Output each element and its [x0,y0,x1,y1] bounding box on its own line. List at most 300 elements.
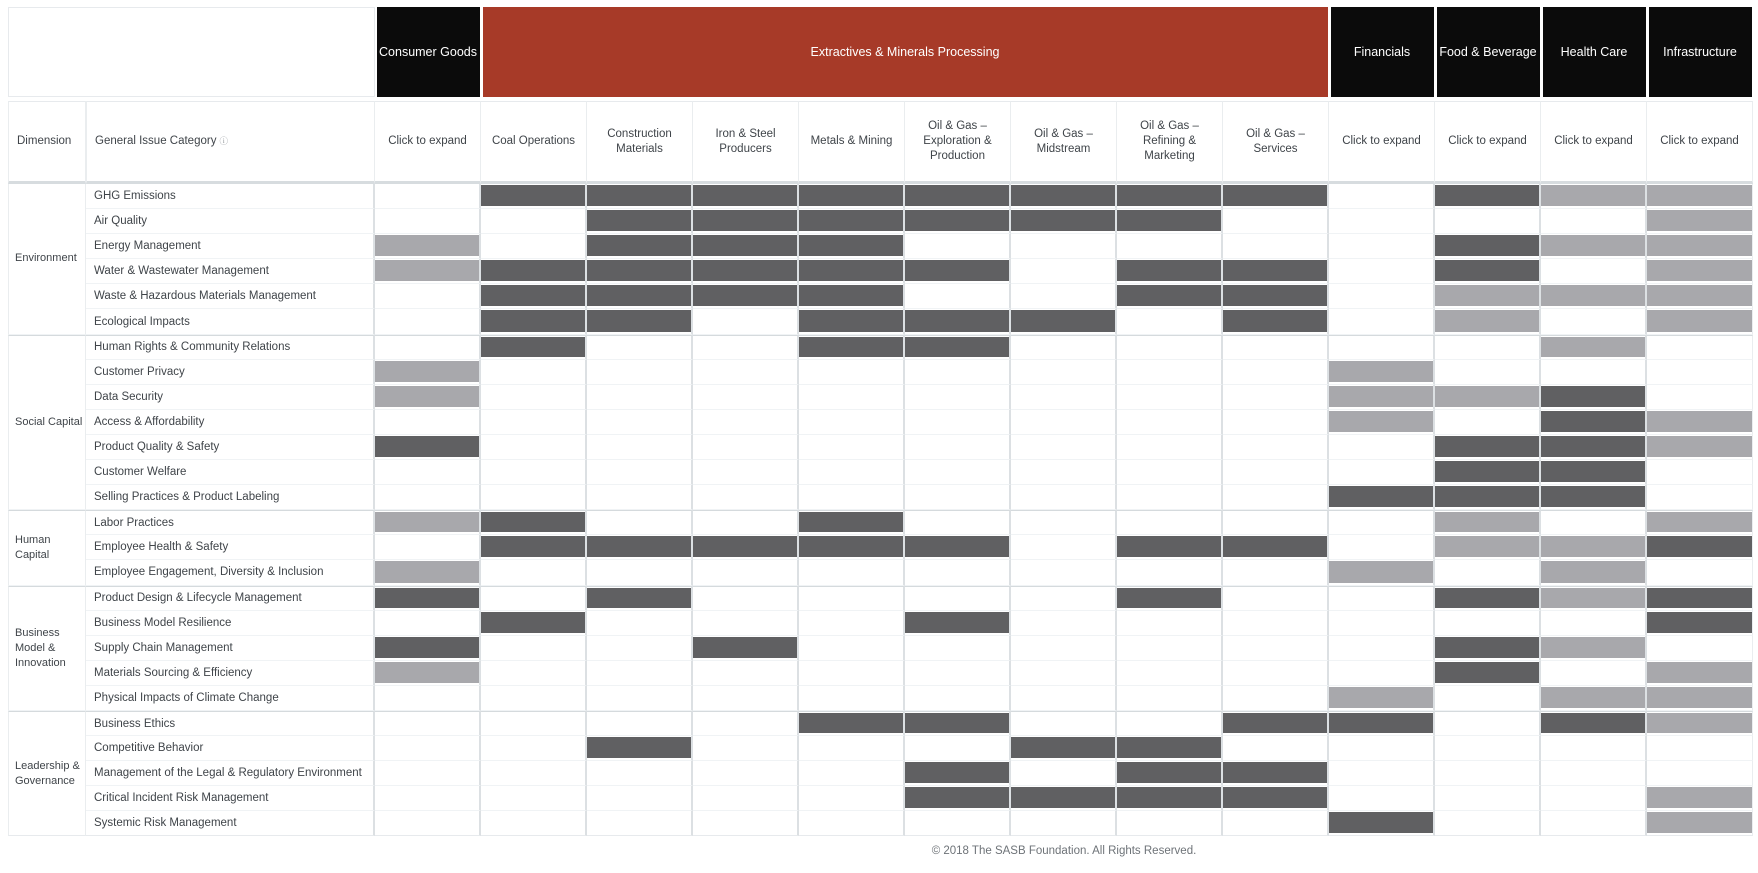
materiality-cell-waste-hazardous-materials-management-health-care[interactable] [1541,284,1647,309]
materiality-cell-product-quality-safety-infrastructure[interactable] [1647,435,1753,460]
materiality-cell-ghg-emissions-oil-gas-refining-marketing[interactable] [1117,184,1223,209]
materiality-cell-employee-health-safety-oil-gas-exploration-production[interactable] [905,535,1011,560]
materiality-cell-employee-engagement-diversity-inclusion-oil-gas-midstream[interactable] [1011,560,1117,585]
materiality-cell-systemic-risk-management-consumer-goods[interactable] [375,811,481,836]
materiality-cell-ecological-impacts-metals-mining[interactable] [799,309,905,334]
materiality-cell-air-quality-metals-mining[interactable] [799,209,905,234]
materiality-cell-air-quality-health-care[interactable] [1541,209,1647,234]
materiality-cell-labor-practices-health-care[interactable] [1541,510,1647,535]
materiality-cell-water-wastewater-management-oil-gas-exploration-production[interactable] [905,259,1011,284]
materiality-cell-water-wastewater-management-infrastructure[interactable] [1647,259,1753,284]
materiality-cell-critical-incident-risk-management-coal-operations[interactable] [481,786,587,811]
materiality-cell-ecological-impacts-iron-steel-producers[interactable] [693,309,799,334]
materiality-cell-materials-sourcing-efficiency-oil-gas-midstream[interactable] [1011,661,1117,686]
materiality-cell-systemic-risk-management-health-care[interactable] [1541,811,1647,836]
materiality-cell-critical-incident-risk-management-metals-mining[interactable] [799,786,905,811]
materiality-cell-waste-hazardous-materials-management-construction-materials[interactable] [587,284,693,309]
materiality-cell-business-ethics-oil-gas-exploration-production[interactable] [905,711,1011,736]
materiality-cell-data-security-oil-gas-midstream[interactable] [1011,385,1117,410]
materiality-cell-ecological-impacts-construction-materials[interactable] [587,309,693,334]
materiality-cell-physical-impacts-of-climate-change-oil-gas-refining-marketing[interactable] [1117,686,1223,711]
materiality-cell-data-security-iron-steel-producers[interactable] [693,385,799,410]
materiality-cell-product-design-lifecycle-management-oil-gas-midstream[interactable] [1011,586,1117,611]
materiality-cell-energy-management-oil-gas-services[interactable] [1223,234,1329,259]
materiality-cell-business-ethics-coal-operations[interactable] [481,711,587,736]
materiality-cell-data-security-coal-operations[interactable] [481,385,587,410]
materiality-cell-customer-welfare-infrastructure[interactable] [1647,460,1753,485]
materiality-cell-business-ethics-iron-steel-producers[interactable] [693,711,799,736]
materiality-cell-energy-management-health-care[interactable] [1541,234,1647,259]
sector-header-health-care[interactable]: Health Care [1543,7,1646,97]
materiality-cell-customer-privacy-consumer-goods[interactable] [375,360,481,385]
materiality-cell-materials-sourcing-efficiency-health-care[interactable] [1541,661,1647,686]
materiality-cell-customer-privacy-metals-mining[interactable] [799,360,905,385]
materiality-cell-data-security-metals-mining[interactable] [799,385,905,410]
materiality-cell-ghg-emissions-oil-gas-midstream[interactable] [1011,184,1117,209]
materiality-cell-data-security-health-care[interactable] [1541,385,1647,410]
materiality-cell-business-ethics-financials[interactable] [1329,711,1435,736]
materiality-cell-data-security-consumer-goods[interactable] [375,385,481,410]
materiality-cell-materials-sourcing-efficiency-financials[interactable] [1329,661,1435,686]
expand-column-header-food-beverage[interactable]: Click to expand [1435,101,1541,184]
materiality-cell-ecological-impacts-coal-operations[interactable] [481,309,587,334]
materiality-cell-competitive-behavior-iron-steel-producers[interactable] [693,736,799,761]
materiality-cell-waste-hazardous-materials-management-infrastructure[interactable] [1647,284,1753,309]
materiality-cell-ghg-emissions-infrastructure[interactable] [1647,184,1753,209]
materiality-cell-employee-health-safety-consumer-goods[interactable] [375,535,481,560]
materiality-cell-ghg-emissions-metals-mining[interactable] [799,184,905,209]
materiality-cell-ecological-impacts-oil-gas-services[interactable] [1223,309,1329,334]
materiality-cell-employee-engagement-diversity-inclusion-metals-mining[interactable] [799,560,905,585]
materiality-cell-materials-sourcing-efficiency-oil-gas-services[interactable] [1223,661,1329,686]
materiality-cell-business-model-resilience-iron-steel-producers[interactable] [693,611,799,636]
materiality-cell-employee-engagement-diversity-inclusion-oil-gas-exploration-production[interactable] [905,560,1011,585]
materiality-cell-ghg-emissions-consumer-goods[interactable] [375,184,481,209]
materiality-cell-labor-practices-iron-steel-producers[interactable] [693,510,799,535]
materiality-cell-materials-sourcing-efficiency-oil-gas-exploration-production[interactable] [905,661,1011,686]
materiality-cell-customer-welfare-oil-gas-exploration-production[interactable] [905,460,1011,485]
materiality-cell-waste-hazardous-materials-management-oil-gas-services[interactable] [1223,284,1329,309]
materiality-cell-business-model-resilience-infrastructure[interactable] [1647,611,1753,636]
sector-header-extractives-minerals-processing[interactable]: Extractives & Minerals Processing [483,7,1328,97]
materiality-cell-supply-chain-management-financials[interactable] [1329,636,1435,661]
materiality-cell-systemic-risk-management-infrastructure[interactable] [1647,811,1753,836]
materiality-cell-labor-practices-oil-gas-refining-marketing[interactable] [1117,510,1223,535]
materiality-cell-energy-management-iron-steel-producers[interactable] [693,234,799,259]
materiality-cell-management-of-the-legal-regulatory-environment-health-care[interactable] [1541,761,1647,786]
materiality-cell-energy-management-oil-gas-exploration-production[interactable] [905,234,1011,259]
materiality-cell-selling-practices-product-labeling-metals-mining[interactable] [799,485,905,510]
materiality-cell-customer-privacy-oil-gas-midstream[interactable] [1011,360,1117,385]
materiality-cell-human-rights-community-relations-metals-mining[interactable] [799,335,905,360]
materiality-cell-air-quality-oil-gas-midstream[interactable] [1011,209,1117,234]
materiality-cell-systemic-risk-management-financials[interactable] [1329,811,1435,836]
materiality-cell-critical-incident-risk-management-infrastructure[interactable] [1647,786,1753,811]
materiality-cell-access-affordability-coal-operations[interactable] [481,410,587,435]
materiality-cell-employee-engagement-diversity-inclusion-food-beverage[interactable] [1435,560,1541,585]
materiality-cell-customer-welfare-financials[interactable] [1329,460,1435,485]
materiality-cell-customer-privacy-oil-gas-exploration-production[interactable] [905,360,1011,385]
materiality-cell-employee-engagement-diversity-inclusion-financials[interactable] [1329,560,1435,585]
materiality-cell-waste-hazardous-materials-management-oil-gas-midstream[interactable] [1011,284,1117,309]
materiality-cell-critical-incident-risk-management-oil-gas-services[interactable] [1223,786,1329,811]
materiality-cell-customer-privacy-food-beverage[interactable] [1435,360,1541,385]
materiality-cell-management-of-the-legal-regulatory-environment-coal-operations[interactable] [481,761,587,786]
materiality-cell-materials-sourcing-efficiency-iron-steel-producers[interactable] [693,661,799,686]
materiality-cell-employee-health-safety-health-care[interactable] [1541,535,1647,560]
materiality-cell-materials-sourcing-efficiency-consumer-goods[interactable] [375,661,481,686]
materiality-cell-human-rights-community-relations-oil-gas-refining-marketing[interactable] [1117,335,1223,360]
materiality-cell-ghg-emissions-iron-steel-producers[interactable] [693,184,799,209]
materiality-cell-customer-welfare-food-beverage[interactable] [1435,460,1541,485]
materiality-cell-product-quality-safety-iron-steel-producers[interactable] [693,435,799,460]
materiality-cell-product-design-lifecycle-management-metals-mining[interactable] [799,586,905,611]
materiality-cell-human-rights-community-relations-financials[interactable] [1329,335,1435,360]
materiality-cell-customer-welfare-consumer-goods[interactable] [375,460,481,485]
materiality-cell-management-of-the-legal-regulatory-environment-consumer-goods[interactable] [375,761,481,786]
materiality-cell-physical-impacts-of-climate-change-coal-operations[interactable] [481,686,587,711]
materiality-cell-employee-engagement-diversity-inclusion-coal-operations[interactable] [481,560,587,585]
materiality-cell-supply-chain-management-iron-steel-producers[interactable] [693,636,799,661]
materiality-cell-product-quality-safety-oil-gas-midstream[interactable] [1011,435,1117,460]
materiality-cell-customer-privacy-oil-gas-services[interactable] [1223,360,1329,385]
materiality-cell-systemic-risk-management-metals-mining[interactable] [799,811,905,836]
materiality-cell-physical-impacts-of-climate-change-oil-gas-exploration-production[interactable] [905,686,1011,711]
materiality-cell-supply-chain-management-construction-materials[interactable] [587,636,693,661]
materiality-cell-ecological-impacts-infrastructure[interactable] [1647,309,1753,334]
materiality-cell-human-rights-community-relations-oil-gas-exploration-production[interactable] [905,335,1011,360]
materiality-cell-customer-privacy-financials[interactable] [1329,360,1435,385]
materiality-cell-critical-incident-risk-management-oil-gas-midstream[interactable] [1011,786,1117,811]
materiality-cell-human-rights-community-relations-health-care[interactable] [1541,335,1647,360]
materiality-cell-waste-hazardous-materials-management-oil-gas-refining-marketing[interactable] [1117,284,1223,309]
materiality-cell-customer-welfare-iron-steel-producers[interactable] [693,460,799,485]
materiality-cell-air-quality-coal-operations[interactable] [481,209,587,234]
materiality-cell-air-quality-oil-gas-services[interactable] [1223,209,1329,234]
materiality-cell-ecological-impacts-financials[interactable] [1329,309,1435,334]
materiality-cell-human-rights-community-relations-infrastructure[interactable] [1647,335,1753,360]
materiality-cell-physical-impacts-of-climate-change-iron-steel-producers[interactable] [693,686,799,711]
materiality-cell-energy-management-food-beverage[interactable] [1435,234,1541,259]
materiality-cell-critical-incident-risk-management-financials[interactable] [1329,786,1435,811]
materiality-cell-business-model-resilience-oil-gas-exploration-production[interactable] [905,611,1011,636]
materiality-cell-competitive-behavior-food-beverage[interactable] [1435,736,1541,761]
materiality-cell-selling-practices-product-labeling-iron-steel-producers[interactable] [693,485,799,510]
materiality-cell-customer-welfare-coal-operations[interactable] [481,460,587,485]
materiality-cell-product-design-lifecycle-management-oil-gas-services[interactable] [1223,586,1329,611]
materiality-cell-competitive-behavior-health-care[interactable] [1541,736,1647,761]
materiality-cell-water-wastewater-management-oil-gas-services[interactable] [1223,259,1329,284]
materiality-cell-product-quality-safety-consumer-goods[interactable] [375,435,481,460]
materiality-cell-business-ethics-food-beverage[interactable] [1435,711,1541,736]
materiality-cell-selling-practices-product-labeling-oil-gas-refining-marketing[interactable] [1117,485,1223,510]
materiality-cell-business-ethics-consumer-goods[interactable] [375,711,481,736]
materiality-cell-employee-engagement-diversity-inclusion-iron-steel-producers[interactable] [693,560,799,585]
materiality-cell-product-design-lifecycle-management-financials[interactable] [1329,586,1435,611]
materiality-cell-critical-incident-risk-management-iron-steel-producers[interactable] [693,786,799,811]
materiality-cell-labor-practices-consumer-goods[interactable] [375,510,481,535]
materiality-cell-business-model-resilience-oil-gas-refining-marketing[interactable] [1117,611,1223,636]
materiality-cell-employee-engagement-diversity-inclusion-oil-gas-refining-marketing[interactable] [1117,560,1223,585]
materiality-cell-business-model-resilience-oil-gas-midstream[interactable] [1011,611,1117,636]
materiality-cell-product-design-lifecycle-management-coal-operations[interactable] [481,586,587,611]
materiality-cell-data-security-food-beverage[interactable] [1435,385,1541,410]
materiality-cell-product-quality-safety-oil-gas-services[interactable] [1223,435,1329,460]
expand-column-header-health-care[interactable]: Click to expand [1541,101,1647,184]
materiality-cell-product-quality-safety-metals-mining[interactable] [799,435,905,460]
materiality-cell-water-wastewater-management-oil-gas-refining-marketing[interactable] [1117,259,1223,284]
materiality-cell-air-quality-construction-materials[interactable] [587,209,693,234]
materiality-cell-product-quality-safety-food-beverage[interactable] [1435,435,1541,460]
materiality-cell-product-design-lifecycle-management-health-care[interactable] [1541,586,1647,611]
sector-header-consumer-goods[interactable]: Consumer Goods [377,7,480,97]
materiality-cell-customer-privacy-health-care[interactable] [1541,360,1647,385]
materiality-cell-competitive-behavior-oil-gas-exploration-production[interactable] [905,736,1011,761]
materiality-cell-human-rights-community-relations-food-beverage[interactable] [1435,335,1541,360]
materiality-cell-customer-privacy-infrastructure[interactable] [1647,360,1753,385]
materiality-cell-selling-practices-product-labeling-oil-gas-services[interactable] [1223,485,1329,510]
materiality-cell-waste-hazardous-materials-management-financials[interactable] [1329,284,1435,309]
materiality-cell-physical-impacts-of-climate-change-metals-mining[interactable] [799,686,905,711]
materiality-cell-critical-incident-risk-management-health-care[interactable] [1541,786,1647,811]
materiality-cell-management-of-the-legal-regulatory-environment-oil-gas-midstream[interactable] [1011,761,1117,786]
materiality-cell-ghg-emissions-food-beverage[interactable] [1435,184,1541,209]
materiality-cell-access-affordability-oil-gas-services[interactable] [1223,410,1329,435]
materiality-cell-supply-chain-management-coal-operations[interactable] [481,636,587,661]
materiality-cell-systemic-risk-management-oil-gas-services[interactable] [1223,811,1329,836]
materiality-cell-management-of-the-legal-regulatory-environment-food-beverage[interactable] [1435,761,1541,786]
materiality-cell-water-wastewater-management-financials[interactable] [1329,259,1435,284]
materiality-cell-materials-sourcing-efficiency-coal-operations[interactable] [481,661,587,686]
materiality-cell-business-ethics-oil-gas-refining-marketing[interactable] [1117,711,1223,736]
materiality-cell-product-design-lifecycle-management-infrastructure[interactable] [1647,586,1753,611]
materiality-cell-labor-practices-construction-materials[interactable] [587,510,693,535]
materiality-cell-labor-practices-coal-operations[interactable] [481,510,587,535]
materiality-cell-access-affordability-iron-steel-producers[interactable] [693,410,799,435]
expand-column-header-financials[interactable]: Click to expand [1329,101,1435,184]
materiality-cell-water-wastewater-management-coal-operations[interactable] [481,259,587,284]
materiality-cell-employee-health-safety-oil-gas-services[interactable] [1223,535,1329,560]
materiality-cell-employee-engagement-diversity-inclusion-construction-materials[interactable] [587,560,693,585]
materiality-cell-supply-chain-management-oil-gas-services[interactable] [1223,636,1329,661]
materiality-cell-waste-hazardous-materials-management-consumer-goods[interactable] [375,284,481,309]
materiality-cell-air-quality-financials[interactable] [1329,209,1435,234]
materiality-cell-labor-practices-financials[interactable] [1329,510,1435,535]
materiality-cell-competitive-behavior-infrastructure[interactable] [1647,736,1753,761]
materiality-cell-ghg-emissions-oil-gas-services[interactable] [1223,184,1329,209]
materiality-cell-customer-privacy-oil-gas-refining-marketing[interactable] [1117,360,1223,385]
expand-column-header-infrastructure[interactable]: Click to expand [1647,101,1753,184]
materiality-cell-access-affordability-oil-gas-exploration-production[interactable] [905,410,1011,435]
materiality-cell-business-model-resilience-metals-mining[interactable] [799,611,905,636]
materiality-cell-access-affordability-construction-materials[interactable] [587,410,693,435]
sector-header-food-beverage[interactable]: Food & Beverage [1437,7,1540,97]
materiality-cell-water-wastewater-management-oil-gas-midstream[interactable] [1011,259,1117,284]
materiality-cell-human-rights-community-relations-consumer-goods[interactable] [375,335,481,360]
materiality-cell-competitive-behavior-consumer-goods[interactable] [375,736,481,761]
materiality-cell-management-of-the-legal-regulatory-environment-financials[interactable] [1329,761,1435,786]
materiality-cell-physical-impacts-of-climate-change-oil-gas-midstream[interactable] [1011,686,1117,711]
materiality-cell-labor-practices-metals-mining[interactable] [799,510,905,535]
materiality-cell-waste-hazardous-materials-management-food-beverage[interactable] [1435,284,1541,309]
materiality-cell-labor-practices-oil-gas-services[interactable] [1223,510,1329,535]
materiality-cell-human-rights-community-relations-oil-gas-services[interactable] [1223,335,1329,360]
materiality-cell-systemic-risk-management-coal-operations[interactable] [481,811,587,836]
materiality-cell-critical-incident-risk-management-oil-gas-exploration-production[interactable] [905,786,1011,811]
materiality-cell-air-quality-oil-gas-exploration-production[interactable] [905,209,1011,234]
materiality-cell-selling-practices-product-labeling-food-beverage[interactable] [1435,485,1541,510]
materiality-cell-energy-management-consumer-goods[interactable] [375,234,481,259]
materiality-cell-waste-hazardous-materials-management-metals-mining[interactable] [799,284,905,309]
materiality-cell-competitive-behavior-construction-materials[interactable] [587,736,693,761]
materiality-cell-systemic-risk-management-construction-materials[interactable] [587,811,693,836]
materiality-cell-customer-privacy-iron-steel-producers[interactable] [693,360,799,385]
materiality-cell-air-quality-oil-gas-refining-marketing[interactable] [1117,209,1223,234]
materiality-cell-management-of-the-legal-regulatory-environment-iron-steel-producers[interactable] [693,761,799,786]
materiality-cell-supply-chain-management-metals-mining[interactable] [799,636,905,661]
materiality-cell-energy-management-oil-gas-refining-marketing[interactable] [1117,234,1223,259]
materiality-cell-product-design-lifecycle-management-iron-steel-producers[interactable] [693,586,799,611]
materiality-cell-water-wastewater-management-iron-steel-producers[interactable] [693,259,799,284]
materiality-cell-competitive-behavior-financials[interactable] [1329,736,1435,761]
materiality-cell-competitive-behavior-oil-gas-refining-marketing[interactable] [1117,736,1223,761]
materiality-cell-access-affordability-metals-mining[interactable] [799,410,905,435]
materiality-cell-customer-welfare-metals-mining[interactable] [799,460,905,485]
materiality-cell-data-security-infrastructure[interactable] [1647,385,1753,410]
materiality-cell-energy-management-construction-materials[interactable] [587,234,693,259]
materiality-cell-business-ethics-metals-mining[interactable] [799,711,905,736]
materiality-cell-waste-hazardous-materials-management-coal-operations[interactable] [481,284,587,309]
materiality-cell-product-design-lifecycle-management-construction-materials[interactable] [587,586,693,611]
materiality-cell-waste-hazardous-materials-management-oil-gas-exploration-production[interactable] [905,284,1011,309]
materiality-cell-supply-chain-management-oil-gas-midstream[interactable] [1011,636,1117,661]
materiality-cell-data-security-financials[interactable] [1329,385,1435,410]
materiality-cell-business-ethics-health-care[interactable] [1541,711,1647,736]
materiality-cell-employee-health-safety-construction-materials[interactable] [587,535,693,560]
materiality-cell-product-design-lifecycle-management-oil-gas-exploration-production[interactable] [905,586,1011,611]
materiality-cell-selling-practices-product-labeling-consumer-goods[interactable] [375,485,481,510]
materiality-cell-human-rights-community-relations-oil-gas-midstream[interactable] [1011,335,1117,360]
materiality-cell-labor-practices-oil-gas-exploration-production[interactable] [905,510,1011,535]
materiality-cell-data-security-construction-materials[interactable] [587,385,693,410]
materiality-cell-competitive-behavior-oil-gas-midstream[interactable] [1011,736,1117,761]
materiality-cell-management-of-the-legal-regulatory-environment-oil-gas-exploration-production[interactable] [905,761,1011,786]
materiality-cell-physical-impacts-of-climate-change-health-care[interactable] [1541,686,1647,711]
materiality-cell-air-quality-food-beverage[interactable] [1435,209,1541,234]
materiality-cell-ecological-impacts-oil-gas-exploration-production[interactable] [905,309,1011,334]
materiality-cell-ghg-emissions-oil-gas-exploration-production[interactable] [905,184,1011,209]
materiality-cell-labor-practices-infrastructure[interactable] [1647,510,1753,535]
materiality-cell-employee-health-safety-infrastructure[interactable] [1647,535,1753,560]
materiality-cell-customer-welfare-construction-materials[interactable] [587,460,693,485]
materiality-cell-employee-health-safety-food-beverage[interactable] [1435,535,1541,560]
materiality-cell-energy-management-coal-operations[interactable] [481,234,587,259]
materiality-cell-employee-engagement-diversity-inclusion-infrastructure[interactable] [1647,560,1753,585]
materiality-cell-energy-management-oil-gas-midstream[interactable] [1011,234,1117,259]
materiality-cell-management-of-the-legal-regulatory-environment-construction-materials[interactable] [587,761,693,786]
materiality-cell-ghg-emissions-construction-materials[interactable] [587,184,693,209]
materiality-cell-energy-management-metals-mining[interactable] [799,234,905,259]
materiality-cell-supply-chain-management-infrastructure[interactable] [1647,636,1753,661]
materiality-cell-water-wastewater-management-food-beverage[interactable] [1435,259,1541,284]
materiality-cell-air-quality-infrastructure[interactable] [1647,209,1753,234]
materiality-cell-selling-practices-product-labeling-coal-operations[interactable] [481,485,587,510]
materiality-cell-supply-chain-management-food-beverage[interactable] [1435,636,1541,661]
materiality-cell-air-quality-consumer-goods[interactable] [375,209,481,234]
materiality-cell-data-security-oil-gas-refining-marketing[interactable] [1117,385,1223,410]
materiality-cell-product-quality-safety-financials[interactable] [1329,435,1435,460]
materiality-cell-materials-sourcing-efficiency-food-beverage[interactable] [1435,661,1541,686]
materiality-cell-management-of-the-legal-regulatory-environment-oil-gas-services[interactable] [1223,761,1329,786]
materiality-cell-business-model-resilience-food-beverage[interactable] [1435,611,1541,636]
materiality-cell-energy-management-financials[interactable] [1329,234,1435,259]
materiality-cell-management-of-the-legal-regulatory-environment-oil-gas-refining-marketing[interactable] [1117,761,1223,786]
materiality-cell-ecological-impacts-health-care[interactable] [1541,309,1647,334]
materiality-cell-employee-health-safety-financials[interactable] [1329,535,1435,560]
materiality-cell-employee-health-safety-coal-operations[interactable] [481,535,587,560]
materiality-cell-physical-impacts-of-climate-change-financials[interactable] [1329,686,1435,711]
materiality-cell-water-wastewater-management-consumer-goods[interactable] [375,259,481,284]
materiality-cell-customer-welfare-oil-gas-midstream[interactable] [1011,460,1117,485]
materiality-cell-human-rights-community-relations-coal-operations[interactable] [481,335,587,360]
materiality-cell-ghg-emissions-health-care[interactable] [1541,184,1647,209]
materiality-cell-product-quality-safety-health-care[interactable] [1541,435,1647,460]
materiality-cell-systemic-risk-management-oil-gas-refining-marketing[interactable] [1117,811,1223,836]
materiality-cell-ecological-impacts-food-beverage[interactable] [1435,309,1541,334]
materiality-cell-customer-welfare-oil-gas-services[interactable] [1223,460,1329,485]
materiality-cell-supply-chain-management-health-care[interactable] [1541,636,1647,661]
materiality-cell-product-quality-safety-coal-operations[interactable] [481,435,587,460]
materiality-cell-customer-privacy-coal-operations[interactable] [481,360,587,385]
sector-header-infrastructure[interactable]: Infrastructure [1649,7,1752,97]
materiality-cell-customer-privacy-construction-materials[interactable] [587,360,693,385]
materiality-cell-supply-chain-management-consumer-goods[interactable] [375,636,481,661]
materiality-cell-product-design-lifecycle-management-consumer-goods[interactable] [375,586,481,611]
materiality-cell-management-of-the-legal-regulatory-environment-infrastructure[interactable] [1647,761,1753,786]
materiality-cell-water-wastewater-management-metals-mining[interactable] [799,259,905,284]
materiality-cell-business-model-resilience-consumer-goods[interactable] [375,611,481,636]
materiality-cell-systemic-risk-management-iron-steel-producers[interactable] [693,811,799,836]
materiality-cell-management-of-the-legal-regulatory-environment-metals-mining[interactable] [799,761,905,786]
materiality-cell-materials-sourcing-efficiency-oil-gas-refining-marketing[interactable] [1117,661,1223,686]
materiality-cell-physical-impacts-of-climate-change-consumer-goods[interactable] [375,686,481,711]
materiality-cell-human-rights-community-relations-construction-materials[interactable] [587,335,693,360]
materiality-cell-ecological-impacts-consumer-goods[interactable] [375,309,481,334]
materiality-cell-competitive-behavior-oil-gas-services[interactable] [1223,736,1329,761]
materiality-cell-systemic-risk-management-food-beverage[interactable] [1435,811,1541,836]
materiality-cell-labor-practices-oil-gas-midstream[interactable] [1011,510,1117,535]
materiality-cell-ecological-impacts-oil-gas-refining-marketing[interactable] [1117,309,1223,334]
materiality-cell-supply-chain-management-oil-gas-exploration-production[interactable] [905,636,1011,661]
materiality-cell-critical-incident-risk-management-oil-gas-refining-marketing[interactable] [1117,786,1223,811]
materiality-cell-product-design-lifecycle-management-food-beverage[interactable] [1435,586,1541,611]
materiality-cell-materials-sourcing-efficiency-construction-materials[interactable] [587,661,693,686]
materiality-cell-employee-engagement-diversity-inclusion-consumer-goods[interactable] [375,560,481,585]
sector-header-financials[interactable]: Financials [1331,7,1434,97]
materiality-cell-selling-practices-product-labeling-oil-gas-exploration-production[interactable] [905,485,1011,510]
materiality-cell-product-quality-safety-oil-gas-exploration-production[interactable] [905,435,1011,460]
materiality-cell-critical-incident-risk-management-food-beverage[interactable] [1435,786,1541,811]
materiality-cell-physical-impacts-of-climate-change-oil-gas-services[interactable] [1223,686,1329,711]
materiality-cell-business-ethics-construction-materials[interactable] [587,711,693,736]
materiality-cell-access-affordability-oil-gas-refining-marketing[interactable] [1117,410,1223,435]
materiality-cell-air-quality-iron-steel-producers[interactable] [693,209,799,234]
materiality-cell-employee-engagement-diversity-inclusion-health-care[interactable] [1541,560,1647,585]
materiality-cell-business-ethics-oil-gas-midstream[interactable] [1011,711,1117,736]
materiality-cell-competitive-behavior-coal-operations[interactable] [481,736,587,761]
materiality-cell-customer-welfare-health-care[interactable] [1541,460,1647,485]
materiality-cell-selling-practices-product-labeling-financials[interactable] [1329,485,1435,510]
